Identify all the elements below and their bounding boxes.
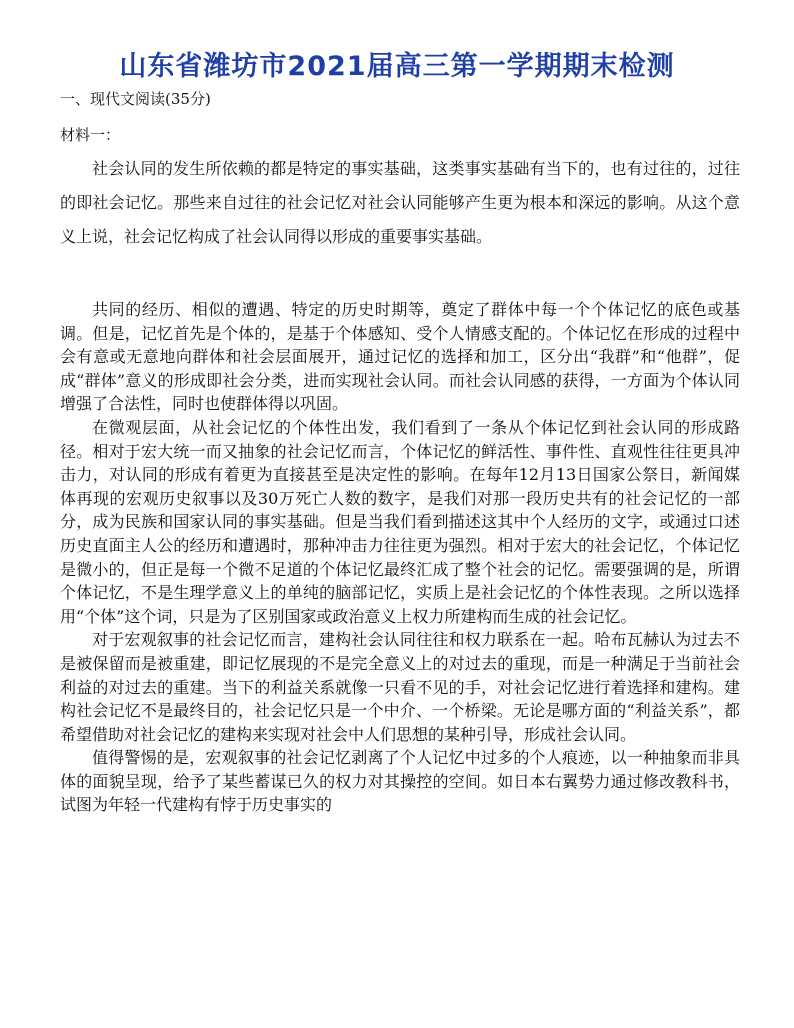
intro-text-block [60, 152, 740, 254]
document-title: 山东省潍坊市2021届高三第一学期期末检测 [119, 51, 675, 82]
main-text-block [60, 298, 740, 817]
paragraph: 社会认同的发生所依赖的都是特定的事实基础，这类事实基础有当下的，也有过往的，过往的即社会记忆。那些来自过往的社会记忆对社会认同能够产生更为根本和深远的影响。从这个意义上说，社会记忆构成了社会认同得以形成的重要事实基础。 [60, 159, 740, 246]
paragraph: 对于宏观叙事的社会记忆而言，建构社会认同往往和权力联系在一起。哈布瓦赫认为过去不是被保留而是被重建，即记忆展现的不是完全意义上的对过去的重现，而是一种满足于当前社会利益的对过去的重建。当下的利益关系就像一只看不见的手，对社会记忆进行着选择和建构。建构社会记忆不是最终目的，社会记忆只是一个中介、一个桥梁。无论是哪方面的“利益关系”，都希望借助对社会记忆的建构来实现对社会中人们思想的某种引导，形成社会认同。 [60, 630, 740, 744]
section-heading: 一、现代文阅读(35分) [60, 90, 211, 108]
material-label: 材料一： [60, 126, 121, 144]
paragraph: 共同的经历、相似的遭遇、特定的历史时期等，奠定了群体中每一个个体记忆的底色或基调。但是，记忆首先是个体的，是基于个体感知、受个人情感支配的。个体记忆在形成的过程中会有意或无意地向群体和社会层面展开，通过记忆的选择和加工，区分出“我群”和“他群”，促成“群体”意义的形成即社会分类，进而实现社会认同。而社会认同感的获得，一方面为个体认同增强了合法性，同时也使群体得以巩固。 [60, 300, 740, 414]
paragraph: 值得警惕的是，宏观叙事的社会记忆剥离了个人记忆中过多的个人痕迹，以一种抽象而非具体的面貌呈现，给予了某些蓄谋已久的权力对其操控的空间。如日本右翼势力通过修改教科书，试图为年轻一代建构有悖于历史事实的 [60, 748, 740, 815]
paragraph: 在微观层面，从社会记忆的个体性出发，我们看到了一条从个体记忆到社会认同的形成路径。相对于宏大统一而又抽象的社会记忆而言，个体记忆的鲜活性、事件性、直观性往往更具冲击力，对认同的形成有着更为直接甚至是决定性的影响。在每年12月13日国家公祭日，新闻媒体再现的宏观历史叙事以及30万死亡人数的数字，是我们对那一段历史共有的社会记忆的一部分，成为民族和国家认同的事实基础。但是当我们看到描述这其中个人经历的文字，或通过口述历史直面主人公的经历和遭遇时，那种冲击力往往更为强烈。相对于宏大的社会记忆，个体记忆是微小的，但正是每一个微不足道的个体记忆最终汇成了整个社会的记忆。需要强调的是，所谓个体记忆，不是生理学意义上的单纯的脑部记忆，实质上是社会记忆的个体性表现。之所以选择用“个体”这个词，只是为了区别国家或政治意义上权力所建构而生成的社会记忆。 [60, 417, 740, 626]
